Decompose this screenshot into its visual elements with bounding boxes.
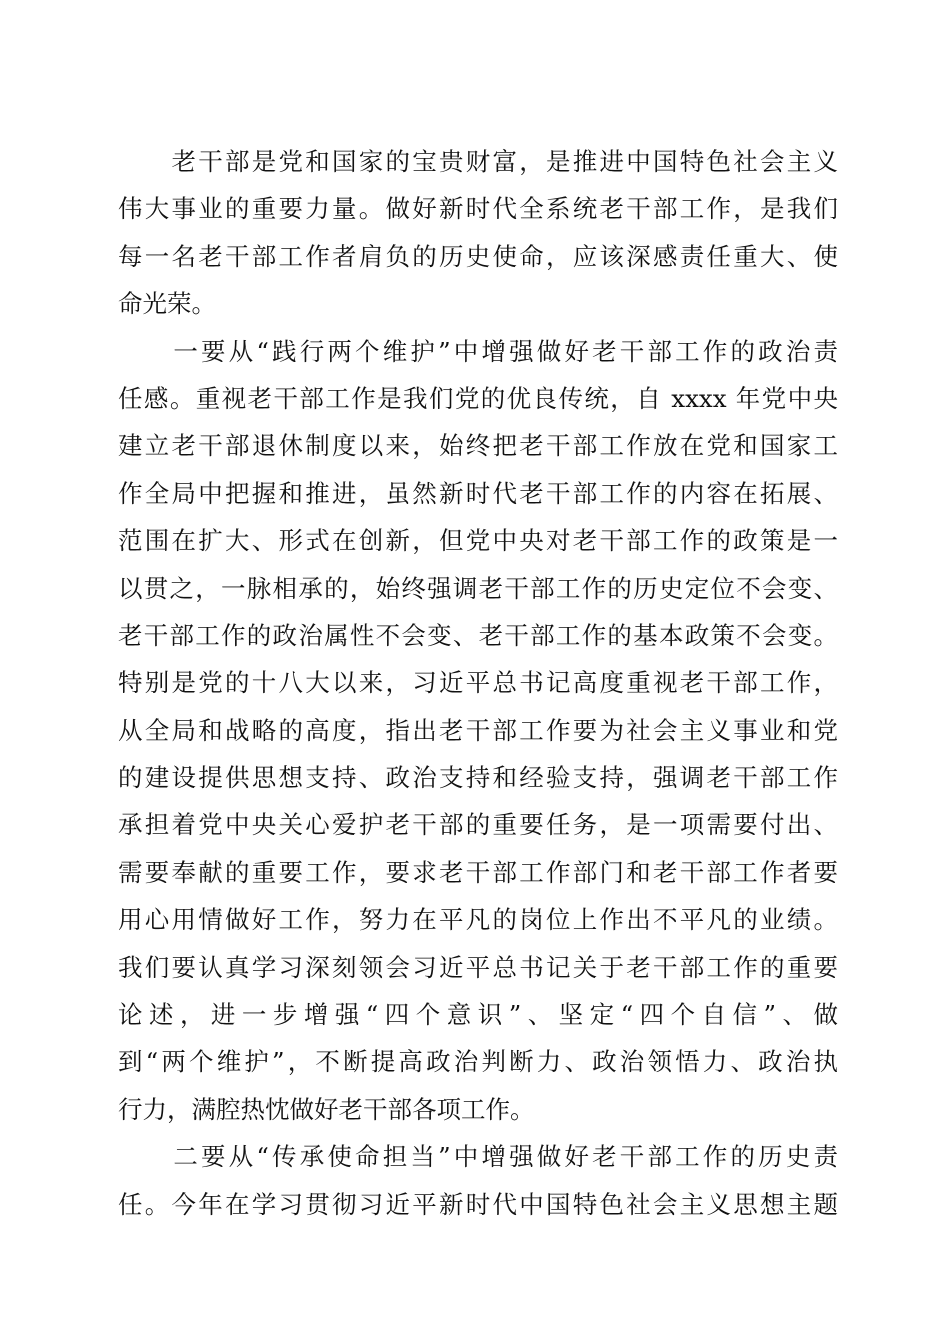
text-line: 特别是党的十八大以来，习近平总书记高度重视老干部工作， (118, 668, 838, 698)
text-line: 需要奉献的重要工作，要求老干部工作部门和老干部工作者要 (118, 857, 838, 887)
text-line: 行力，满腔热忱做好老干部各项工作。 (118, 1094, 535, 1124)
document-body (118, 138, 838, 1228)
paragraph-intro (118, 138, 838, 328)
text-line: 老干部工作的政治属性不会变、老干部工作的基本政策不会变。 (118, 620, 838, 650)
text-line: 伟大事业的重要力量。做好新时代全系统老干部工作，是我们 (118, 194, 838, 224)
text-line: 老干部是党和国家的宝贵财富，是推进中国特色社会主义 (118, 147, 838, 176)
text-line: 建立老干部退休制度以来，始终把老干部工作放在党和国家工 (118, 431, 838, 461)
text-line: 的建设提供思想支持、政治支持和经验支持，强调老干部工作 (118, 763, 838, 793)
text-line: 任。今年在学习贯彻习近平新时代中国特色社会主义思想主题 (118, 1189, 838, 1219)
text-line: 作全局中把握和推进，虽然新时代老干部工作的内容在拓展、 (118, 478, 838, 508)
text-line: 范围在扩大、形式在创新，但党中央对老干部工作的政策是一 (118, 526, 838, 556)
text-line: 命光荣。 (118, 289, 216, 319)
text-line: 任感。重视老干部工作是我们党的优良传统，自 xxxx 年党中央 (118, 383, 838, 413)
text-line: 我们要认真学习深刻领会习近平总书记关于老干部工作的重要 (118, 952, 838, 982)
text-line: 到“两个维护”，不断提高政治判断力、政治领悟力、政治执 (118, 1047, 838, 1077)
text-line: 一要从“践行两个维护”中增强做好老干部工作的政治责 (118, 336, 838, 366)
text-line: 二要从“传承使命担当”中增强做好老干部工作的历史责 (118, 1142, 838, 1172)
text-line: 以贯之，一脉相承的，始终强调老干部工作的历史定位不会变、 (118, 573, 838, 603)
paragraph-historical-responsibility (118, 1133, 838, 1228)
text-line: 从全局和战略的高度，指出老干部工作要为社会主义事业和党 (118, 715, 838, 745)
paragraph-political-responsibility (118, 328, 838, 1134)
text-line: 承担着党中央关心爱护老干部的重要任务，是一项需要付出、 (118, 810, 838, 840)
text-line: 论述，进一步增强“四个意识”、坚定“四个自信”、做 (118, 1000, 838, 1030)
text-line: 每一名老干部工作者肩负的历史使命，应该深感责任重大、使 (118, 241, 838, 271)
text-line: 用心用情做好工作，努力在平凡的岗位上作出不平凡的业绩。 (118, 905, 838, 935)
